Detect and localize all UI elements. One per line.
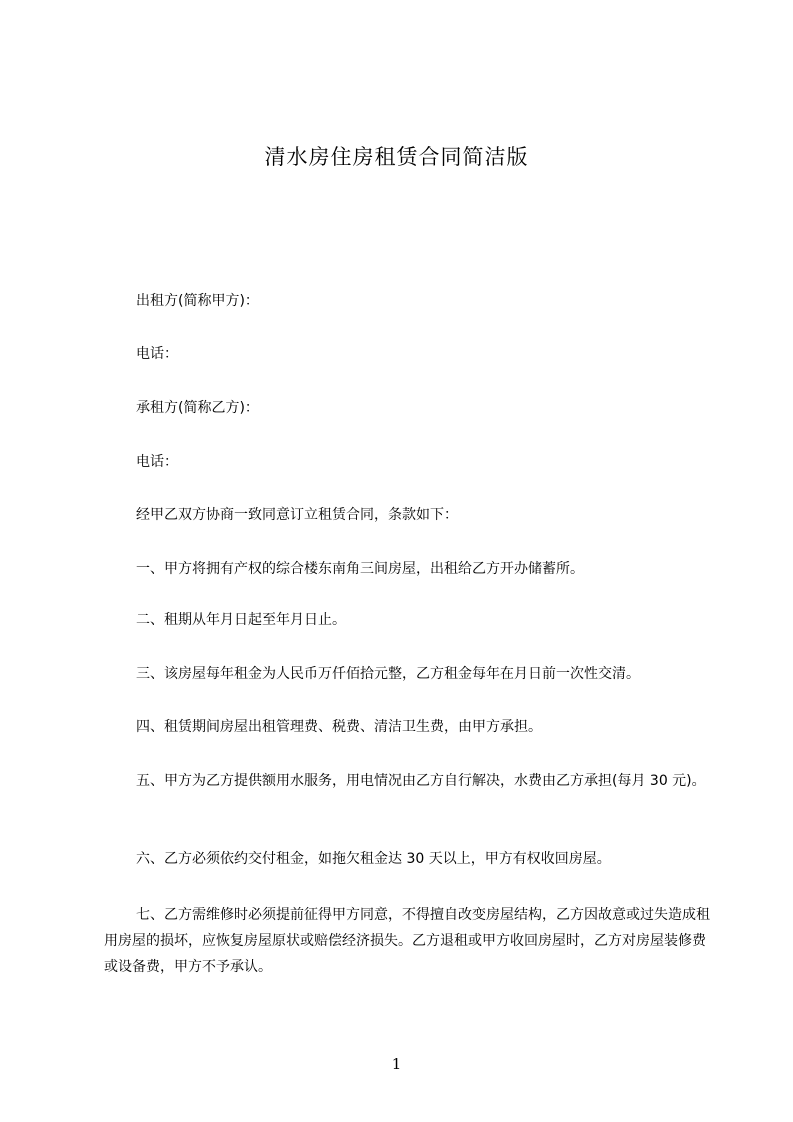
lessee-line: 承租方(简称乙方)： <box>136 400 259 416</box>
page-number: 1 <box>391 1055 402 1073</box>
lessor-phone-line: 电话： <box>136 346 178 362</box>
clause-1: 一、甲方将拥有产权的综合楼东南角三间房屋，出租给乙方开办储蓄所。 <box>136 561 584 577</box>
clause-2: 二、租期从年月日起至年月日止。 <box>136 612 346 628</box>
clause-3: 三、该房屋每年租金为人民币万仟佰拾元整，乙方租金每年在月日前一次性交清。 <box>136 666 640 682</box>
intro-paragraph: 经甲乙双方协商一致同意订立租赁合同，条款如下： <box>136 507 458 523</box>
clause-4: 四、租赁期间房屋出租管理费、税费、清洁卫生费，由甲方承担。 <box>136 719 542 735</box>
clause-5: 五、甲方为乙方提供额用水服务，用电情况由乙方自行解决，水费由乙方承担(每月 30 元)。 <box>136 773 706 789</box>
lessee-phone-line: 电话： <box>136 454 178 470</box>
clause-6: 六、乙方必须依约交付租金，如拖欠租金达 30 天以上，甲方有权收回房屋。 <box>136 851 611 867</box>
clause-7: 七、乙方需维修时必须提前征得甲方同意，不得擅自改变房屋结构，乙方因故意或过失造成租用房屋的损坏，应恢复房屋原状或赔偿经济损失。乙方退租或甲方收回房屋时，乙方对房屋装修费或设备费，甲方不予承认。 <box>104 907 710 975</box>
document-title: 清水房住房租赁合同简洁版 <box>264 145 529 169</box>
lessor-line: 出租方(简称甲方)： <box>136 293 259 309</box>
